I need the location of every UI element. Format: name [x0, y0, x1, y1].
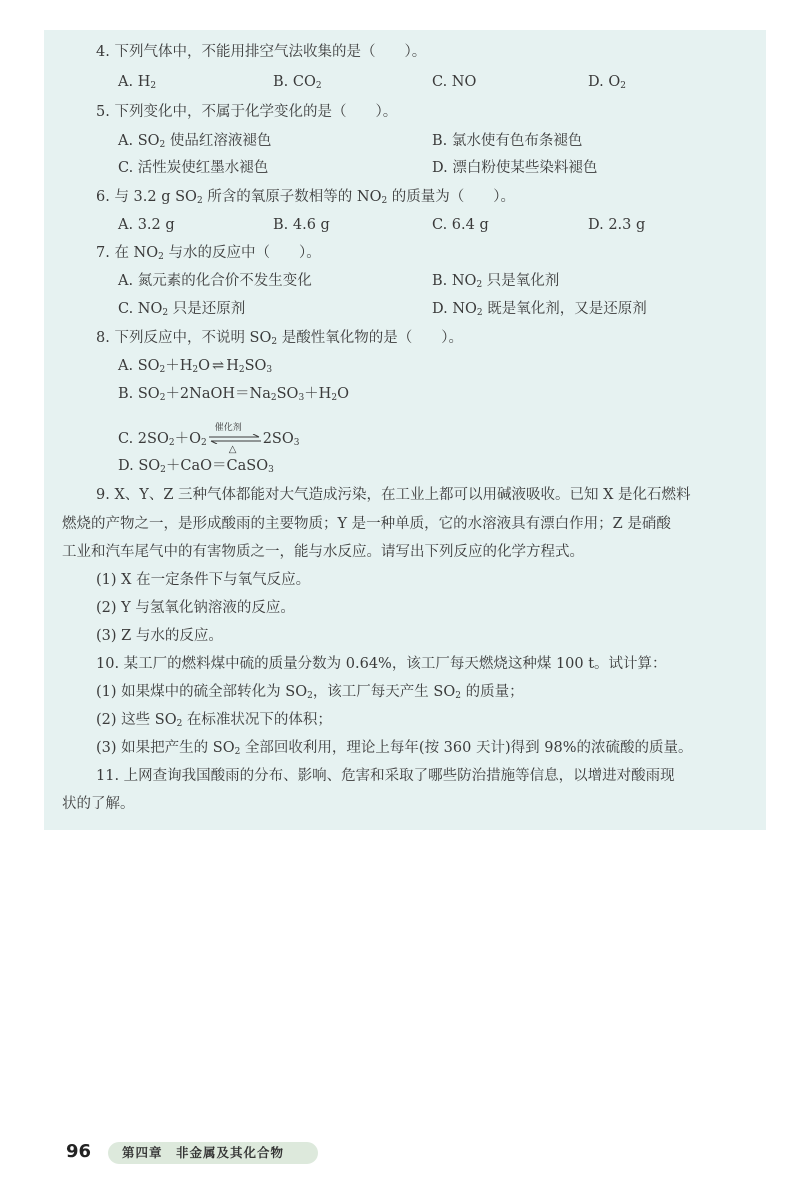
q6-option-d[interactable]: D. 2.3 g — [588, 217, 646, 233]
q4-option-d[interactable]: D. $O_2$ — [588, 74, 626, 91]
q6-stem: 6. 与 3.2 g $SO_2$ 所含的氧原子数相等的 $NO_2$ 的质量为（ ）。 — [96, 189, 516, 206]
q9-line-1: 9. X、Y、Z 三种气体都能对大气造成污染，在工业上都可以用碱液吸收。已知 X 是化石燃料 — [96, 487, 691, 503]
chapter-label: 第四章 非金属及其化合物 — [108, 1142, 318, 1164]
q4-option-b[interactable]: B. $CO_2$ — [273, 74, 322, 91]
q4-option-c[interactable]: C. NO — [432, 74, 477, 90]
catalyst-label: 催化剂 — [214, 423, 242, 433]
q7-stem: 7. 在 $NO_2$ 与水的反应中（ ）。 — [96, 245, 321, 262]
catalyst-arrow — [207, 422, 263, 456]
q6-option-a[interactable]: A. 3.2 g — [118, 217, 175, 233]
q11-line-2: 状的了解。 — [62, 796, 135, 812]
q7-option-a[interactable]: A. 氮元素的化合价不发生变化 — [118, 273, 312, 289]
page-number: 96 — [66, 1141, 92, 1162]
q8-option-c[interactable]: C. $2SO_2+O_2$ 催化剂 △ $2SO_3$ — [118, 422, 299, 456]
q6-option-c[interactable]: C. 6.4 g — [432, 217, 489, 233]
q9-sub-3: (3) Z 与水的反应。 — [96, 628, 223, 644]
q5-option-a[interactable]: A. $SO_2$ 使品红溶液褪色 — [118, 133, 272, 150]
q10-sub-1: (1) 如果煤中的硫全部转化为 $SO_2$，该工厂每天产生 $SO_2$ 的质量； — [96, 684, 524, 701]
q5-stem: 5. 下列变化中，不属于化学变化的是（ ）。 — [96, 104, 398, 120]
q4-option-a[interactable]: A. $H_2$ — [118, 74, 157, 91]
q7-option-b[interactable]: B. $NO_2$ 只是氧化剂 — [432, 273, 560, 290]
q8-option-a[interactable]: A. $SO_2+H_2O$ ⇌ $H_2SO_3$ — [118, 358, 273, 375]
q8-stem: 8. 下列反应中，不说明 $SO_2$ 是酸性氧化物的是（ ）。 — [96, 330, 463, 347]
q10-stem: 10. 某工厂的燃料煤中硫的质量分数为 0.64%，该工厂每天燃烧这种煤 100 t。试计算： — [96, 656, 667, 672]
equilibrium-arrow-icon: ⇌ — [212, 358, 225, 374]
q11-line-1: 11. 上网查询我国酸雨的分布、影响、危害和采取了哪些防治措施等信息，以增进对酸雨现 — [96, 768, 675, 784]
q6-option-b[interactable]: B. 4.6 g — [273, 217, 330, 233]
q9-sub-1: (1) X 在一定条件下与氧气反应。 — [96, 572, 311, 588]
q10-sub-2: (2) 这些 $SO_2$ 在标准状况下的体积； — [96, 712, 332, 729]
q10-sub-3: (3) 如果把产生的 $SO_2$ 全部回收利用，理论上每年(按 360 天计)得到 98%的浓硫酸的质量。 — [96, 740, 693, 757]
q7-option-c[interactable]: C. $NO_2$ 只是还原剂 — [118, 301, 246, 318]
q7-option-d[interactable]: D. $NO_2$ 既是氧化剂，又是还原剂 — [432, 301, 647, 318]
q4-stem: 4. 下列气体中，不能用排空气法收集的是（ ）。 — [96, 44, 427, 60]
q9-line-3: 工业和汽车尾气中的有害物质之一，能与水反应。请写出下列反应的化学方程式。 — [62, 544, 584, 560]
q5-option-d[interactable]: D. 漂白粉使某些染料褪色 — [432, 160, 598, 176]
q8-option-d[interactable]: D. $SO_2+CaO=CaSO_3$ — [118, 458, 274, 475]
q5-option-b[interactable]: B. 氯水使有色布条褪色 — [432, 133, 583, 149]
q9-line-2: 燃烧的产物之一，是形成酸雨的主要物质；Y 是一种单质，它的水溶液具有漂白作用；Z 是硝酸 — [62, 516, 671, 532]
q8-option-b[interactable]: B. $SO_2+2NaOH=Na_2SO_3+H_2O$ — [118, 386, 349, 403]
q5-option-c[interactable]: C. 活性炭使红墨水褪色 — [118, 160, 269, 176]
q9-sub-2: (2) Y 与氢氧化钠溶液的反应。 — [96, 600, 295, 616]
heat-symbol: △ — [228, 444, 237, 455]
